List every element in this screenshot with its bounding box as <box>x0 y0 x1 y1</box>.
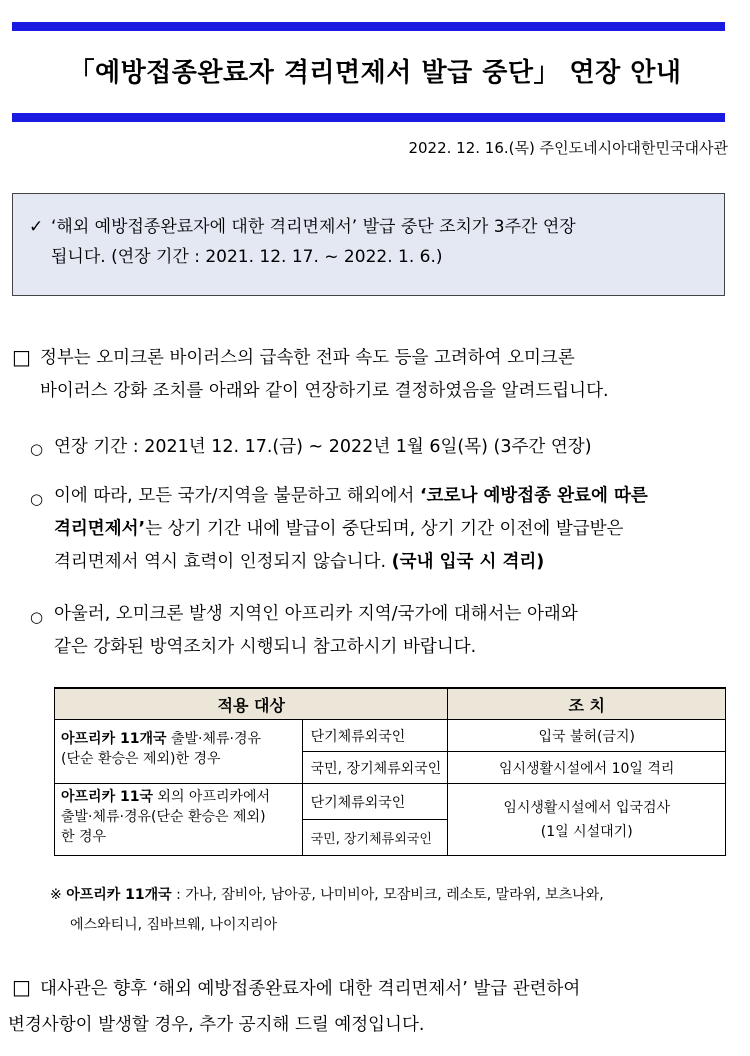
footnote-mark: ※ <box>50 887 62 903</box>
group2-sub2: 국민, 장기체류외국인 <box>302 820 448 856</box>
table-row <box>55 720 726 752</box>
item2-text-mid: 는 상기 기간 내에 발급이 중단되며, 상기 기간 이전에 발급받은 <box>145 519 624 539</box>
item2-text-line3: 격리면제서 역시 효력이 인정되지 않습니다. <box>54 552 392 572</box>
group1-sub1: 단기체류외국인 <box>302 720 448 752</box>
group2-line-3: 한 경우 <box>61 829 107 845</box>
group2-line-2: 출발·체류·경유(단순 환승은 제외) <box>61 809 266 825</box>
measures-table <box>54 687 726 856</box>
group2-sub1: 단기체류외국인 <box>302 784 448 820</box>
item-bullet-circle-icon: ○ <box>30 608 44 626</box>
check-icon: ✓ <box>29 217 44 237</box>
section2-line-1: 대사관은 향후 ‘해외 예방접종완료자에 대한 격리면제서’ 발급 관련하여 <box>40 979 581 999</box>
section2-line-2: 변경사항이 발생할 경우, 추가 공지해 드릴 예정입니다. <box>8 1015 425 1035</box>
title-underline-bar <box>12 113 725 122</box>
item3-line-1: 아울러, 오미크론 발생 지역인 아프리카 지역/국가에 대해서는 아래와 <box>54 604 578 624</box>
group2-measure-line-2: (1일 시설대기) <box>540 823 633 840</box>
item2-bold-quarantine-exemption: ‘코로나 예방접종 완료에 따른 <box>420 486 648 506</box>
footnote-line-2: 에스와티니, 짐바브웨, 나이지리아 <box>70 917 278 933</box>
item3-paragraph <box>54 598 734 664</box>
item2-bold-domestic-quarantine: (국내 입국 시 격리) <box>391 552 545 572</box>
group1-measure2: 임시생활시설에서 10일 격리 <box>448 752 726 784</box>
section1-line-2: 바이러스 강화 조치를 아래와 같이 연장하기로 결정하였음을 알려드립니다. <box>40 381 609 401</box>
group1-target <box>55 720 303 784</box>
group1-bold: 아프리카 11개국 <box>61 731 167 747</box>
item3-line-2: 같은 강화된 방역조치가 시행되니 참고하시기 바랍니다. <box>54 637 477 657</box>
table-header-row <box>55 688 726 720</box>
section-bullet-square-icon: □ <box>12 975 31 999</box>
group1-measure1: 입국 불허(금지) <box>448 720 726 752</box>
group1-sub2: 국민, 장기체류외국인 <box>302 752 448 784</box>
item2-paragraph <box>54 480 734 579</box>
item-bullet-circle-icon: ○ <box>30 490 44 508</box>
group2-rest: 외의 아프리카에서 <box>152 789 271 805</box>
notice-line-1: ‘해외 예방접종완료자에 대한 격리면제서’ 발급 중단 조치가 3주간 연장 <box>51 217 576 237</box>
header-measure: 조 치 <box>448 688 726 720</box>
group1-line-2: (단순 환승은 제외)한 경우 <box>61 751 221 767</box>
group1-rest: 출발·체류·경유 <box>166 731 262 747</box>
table-row <box>55 784 726 820</box>
item2-text-pre: 이에 따라, 모든 국가/지역을 불문하고 해외에서 <box>54 486 421 506</box>
group2-target <box>55 784 303 856</box>
item1-text: 연장 기간 : 2021년 12. 17.(금) ~ 2022년 1월 6일(목) (3주간 연장) <box>54 437 592 457</box>
footnote-bold: 아프리카 11개국 <box>66 887 172 903</box>
dateline: 2022. 12. 16.(목) 주인도네시아대한민국대사관 <box>408 139 728 157</box>
group2-measure-line-1: 임시생활시설에서 입국검사 <box>503 799 671 816</box>
notice-line-2: 됩니다. (연장 기간 : 2021. 12. 17. ~ 2022. 1. 6.) <box>51 247 443 267</box>
section1-paragraph <box>40 342 730 408</box>
top-blue-bar <box>12 22 725 31</box>
group2-bold: 아프리카 11국 <box>61 789 153 805</box>
footnote-line-1: : 가나, 잠비아, 남아공, 나미비아, 모잠비크, 레소토, 말라위, 보츠나와, <box>171 887 604 903</box>
section-bullet-square-icon: □ <box>12 345 31 369</box>
group2-measure <box>448 784 726 856</box>
footnote <box>50 880 740 940</box>
item2-bold-certificate: 격리면제서’ <box>54 519 146 539</box>
section2-paragraph <box>8 971 730 1043</box>
page-title: 「예방접종완료자 격리면제서 발급 중단」 연장 안내 <box>68 58 682 88</box>
section1-line-1: 정부는 오미크론 바이러스의 급속한 전파 속도 등을 고려하여 오미크론 <box>40 348 575 368</box>
header-target: 적용 대상 <box>55 688 448 720</box>
summary-notice-box <box>12 193 725 296</box>
item-bullet-circle-icon: ○ <box>30 440 44 458</box>
